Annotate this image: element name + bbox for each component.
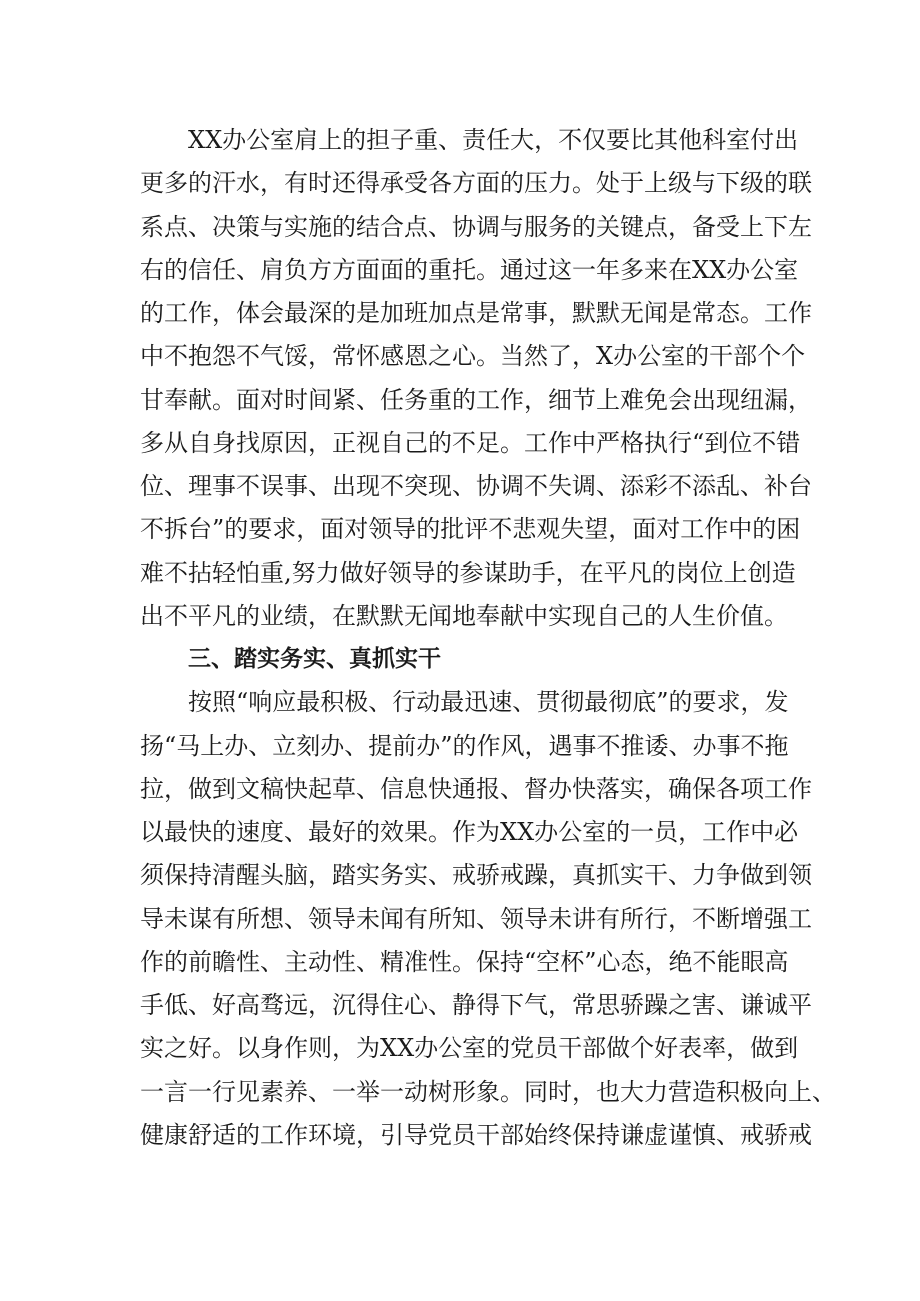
- section-heading: 三、踏实务实、真抓实干: [188, 646, 441, 672]
- text-line: 位、理事不误事、出现不突现、协调不失调、添彩不添乱、补台: [140, 472, 812, 500]
- text-line: 一言一行见素养、一举一动树形象。同时，也大力营造积极向上、: [140, 1077, 836, 1106]
- text-line: 甘奉献。面对时间紧、任务重的工作，细节上难免会出现纽漏，: [140, 385, 812, 414]
- text-line: 拉，做到文稿快起草、信息快通报、督办快落实，确保各项工作: [140, 774, 812, 803]
- text-line: 系点、决策与实施的结合点、协调与服务的关键点，备受上下左: [140, 212, 812, 241]
- text-line: XX办公室肩上的担子重、责任大，不仅要比其他科室付出: [188, 126, 799, 154]
- text-line: 不拆台”的要求，面对领导的批评不悲观失望，面对工作中的困: [140, 515, 801, 544]
- text-line: 右的信任、肩负方方面面的重托。通过这一年多来在XX办公室: [140, 255, 799, 284]
- text-line: 的工作，体会最深的是加班加点是常事，默默无闻是常态。工作: [140, 299, 812, 327]
- text-line: 导未谋有所想、领导未闻有所知、领导未讲有所行，不断增强工: [140, 904, 812, 933]
- text-line: 按照“响应最积极、行动最迅速、贯彻最彻底”的要求，发: [188, 688, 789, 717]
- paragraph-practical-work: [140, 681, 836, 1157]
- text-line: 手低、好高骛远，沉得住心、静得下气，常思骄躁之害、谦诚平: [140, 991, 812, 1019]
- text-line: 更多的汗水，有时还得承受各方面的压力。处于上级与下级的联: [140, 169, 812, 198]
- text-line: 难不拈轻怕重,努力做好领导的参谋助手，在平凡的岗位上创造: [140, 558, 796, 587]
- text-line: 扬“马上办、立刻办、提前办”的作风，遇事不推诿、办事不拖: [140, 731, 789, 760]
- text-line: 中不抱怨不气馁，常怀感恩之心。当然了，X办公室的干部个个: [140, 342, 806, 371]
- text-line: 以最快的速度、最好的效果。作为XX办公室的一员，工作中必: [140, 818, 799, 846]
- text-line: 出不平凡的业绩，在默默无闻地奉献中实现自己的人生价值。: [140, 601, 788, 630]
- text-line: 多从自身找原因，正视自己的不足。工作中严格执行“到位不错: [140, 428, 801, 457]
- paragraph-responsibility: [140, 119, 812, 638]
- document-body: [140, 119, 836, 1157]
- text-line: 健康舒适的工作环境，引导党员干部始终保持谦虚谨慎、戒骄戒: [140, 1120, 812, 1149]
- text-line: 实之好。以身作则，为XX办公室的党员干部做个好表率，做到: [140, 1034, 799, 1063]
- text-line: 作的前瞻性、主动性、精准性。保持“空杯”心态，绝不能眼高: [140, 947, 789, 976]
- text-line: 须保持清醒头脑，踏实务实、戒骄戒躁，真抓实干、力争做到领: [140, 861, 812, 890]
